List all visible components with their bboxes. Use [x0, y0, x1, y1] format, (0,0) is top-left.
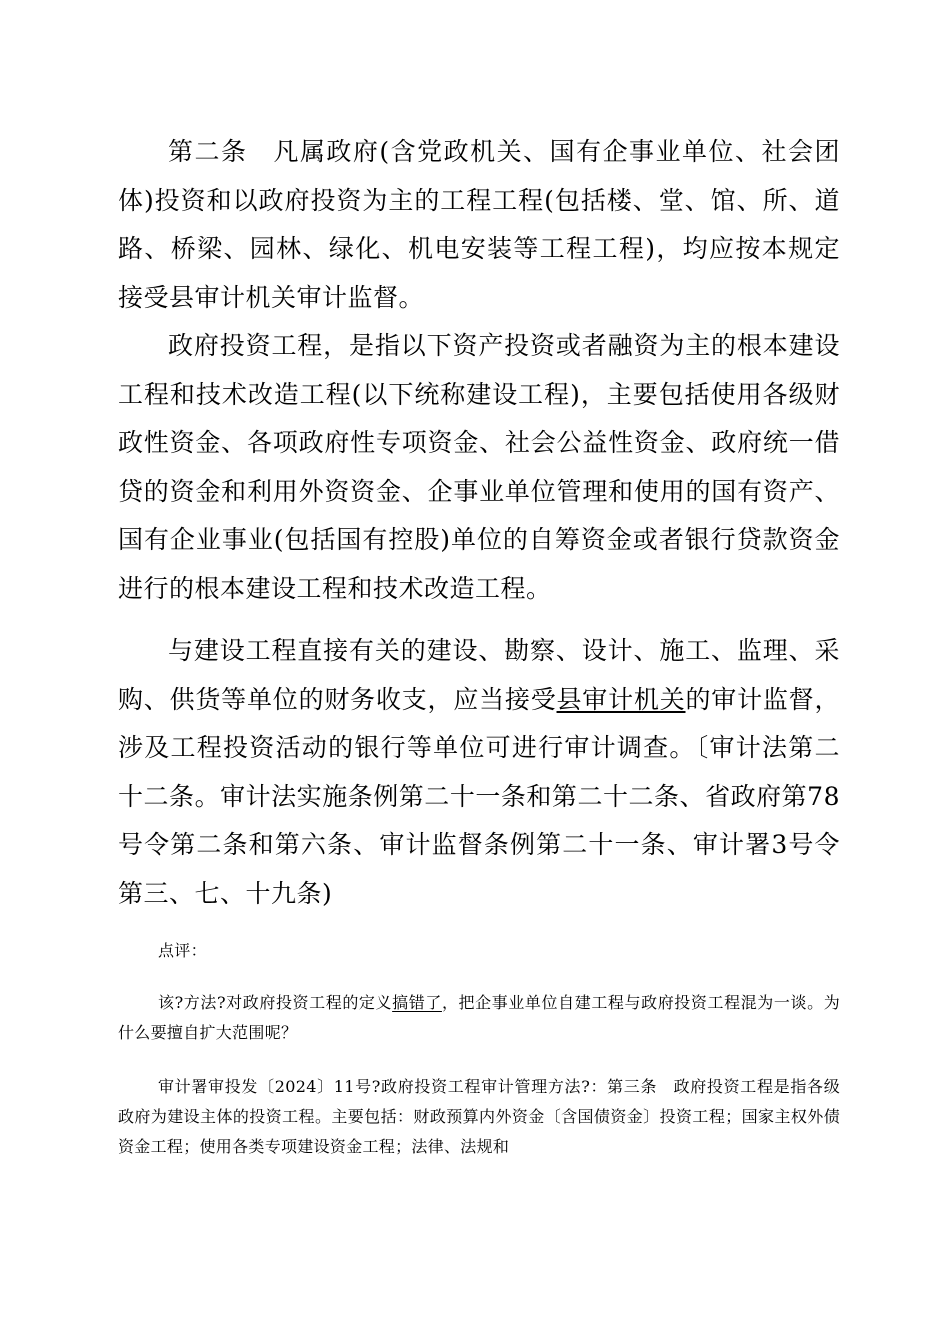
- article-2-paragraph: [118, 128, 840, 322]
- comment-paragraph: [118, 988, 840, 1048]
- comment-label: 点评：: [158, 941, 207, 960]
- related-units-paragraph: [118, 627, 840, 918]
- related-underlined-text: 县审计机关: [556, 684, 686, 714]
- document-page: [118, 128, 840, 1162]
- definition-paragraph: 政府投资工程，是指以下资产投资或者融资为主的根本建设工程和技术改造工程(以下统称建设工程)，主要包括使用各级财政性资金、各项政府性专项资金、社会公益性资金、政府统一借贷的资金和利用外资资金、企事业单位管理和使用的国有资产、国有企业事业(包括国有控股)单位的自筹资金或者银行贷款资金进行的根本建设工程和技术改造工程。: [118, 331, 840, 603]
- related-text-before: 与建设工程直接有关的建设、勘察、设计、施工、监理、采购、供货等单位的财务收支，应当接受: [118, 636, 840, 714]
- comment-underlined-text: 搞错了: [392, 993, 442, 1012]
- article-2-heading: 第二条: [168, 137, 248, 166]
- reference-text-before: 审计署审投发〔2024〕11号?政府投资工程审计管理方法?：第三条: [158, 1077, 658, 1096]
- reference-text-after: 政府投资工程是指各级政府为建设主体的投资工程。主要包括：财政预算内外资金〔含国债资金〕投资工程；国家主权外债资金工程；使用各类专项建设资金工程；法律、法规和: [118, 1077, 840, 1156]
- reference-paragraph: [118, 1072, 840, 1162]
- article-2-text: 凡属政府(含党政机关、国有企事业单位、社会团体)投资和以政府投资为主的工程工程(包括楼、堂、馆、所、道路、桥梁、园林、绿化、机电安装等工程工程)，均应按本规定接受县审计机关审计监督。: [118, 137, 840, 312]
- related-text-after: 的审计监督，涉及工程投资活动的银行等单位可进行审计调查。〔审计法第二十二条。审计法实施条例第二十一条和第二十二条、省政府第78号令第二条和第六条、审计监督条例第二十一条、审计署3号令第三、七、十九条): [118, 684, 840, 908]
- comment-text-after: ，把企事业单位自建工程与政府投资工程混为一谈。为什么要擅自扩大范围呢？: [118, 993, 840, 1042]
- comment-text-before: 该?方法?对政府投资工程的定义: [158, 993, 393, 1012]
